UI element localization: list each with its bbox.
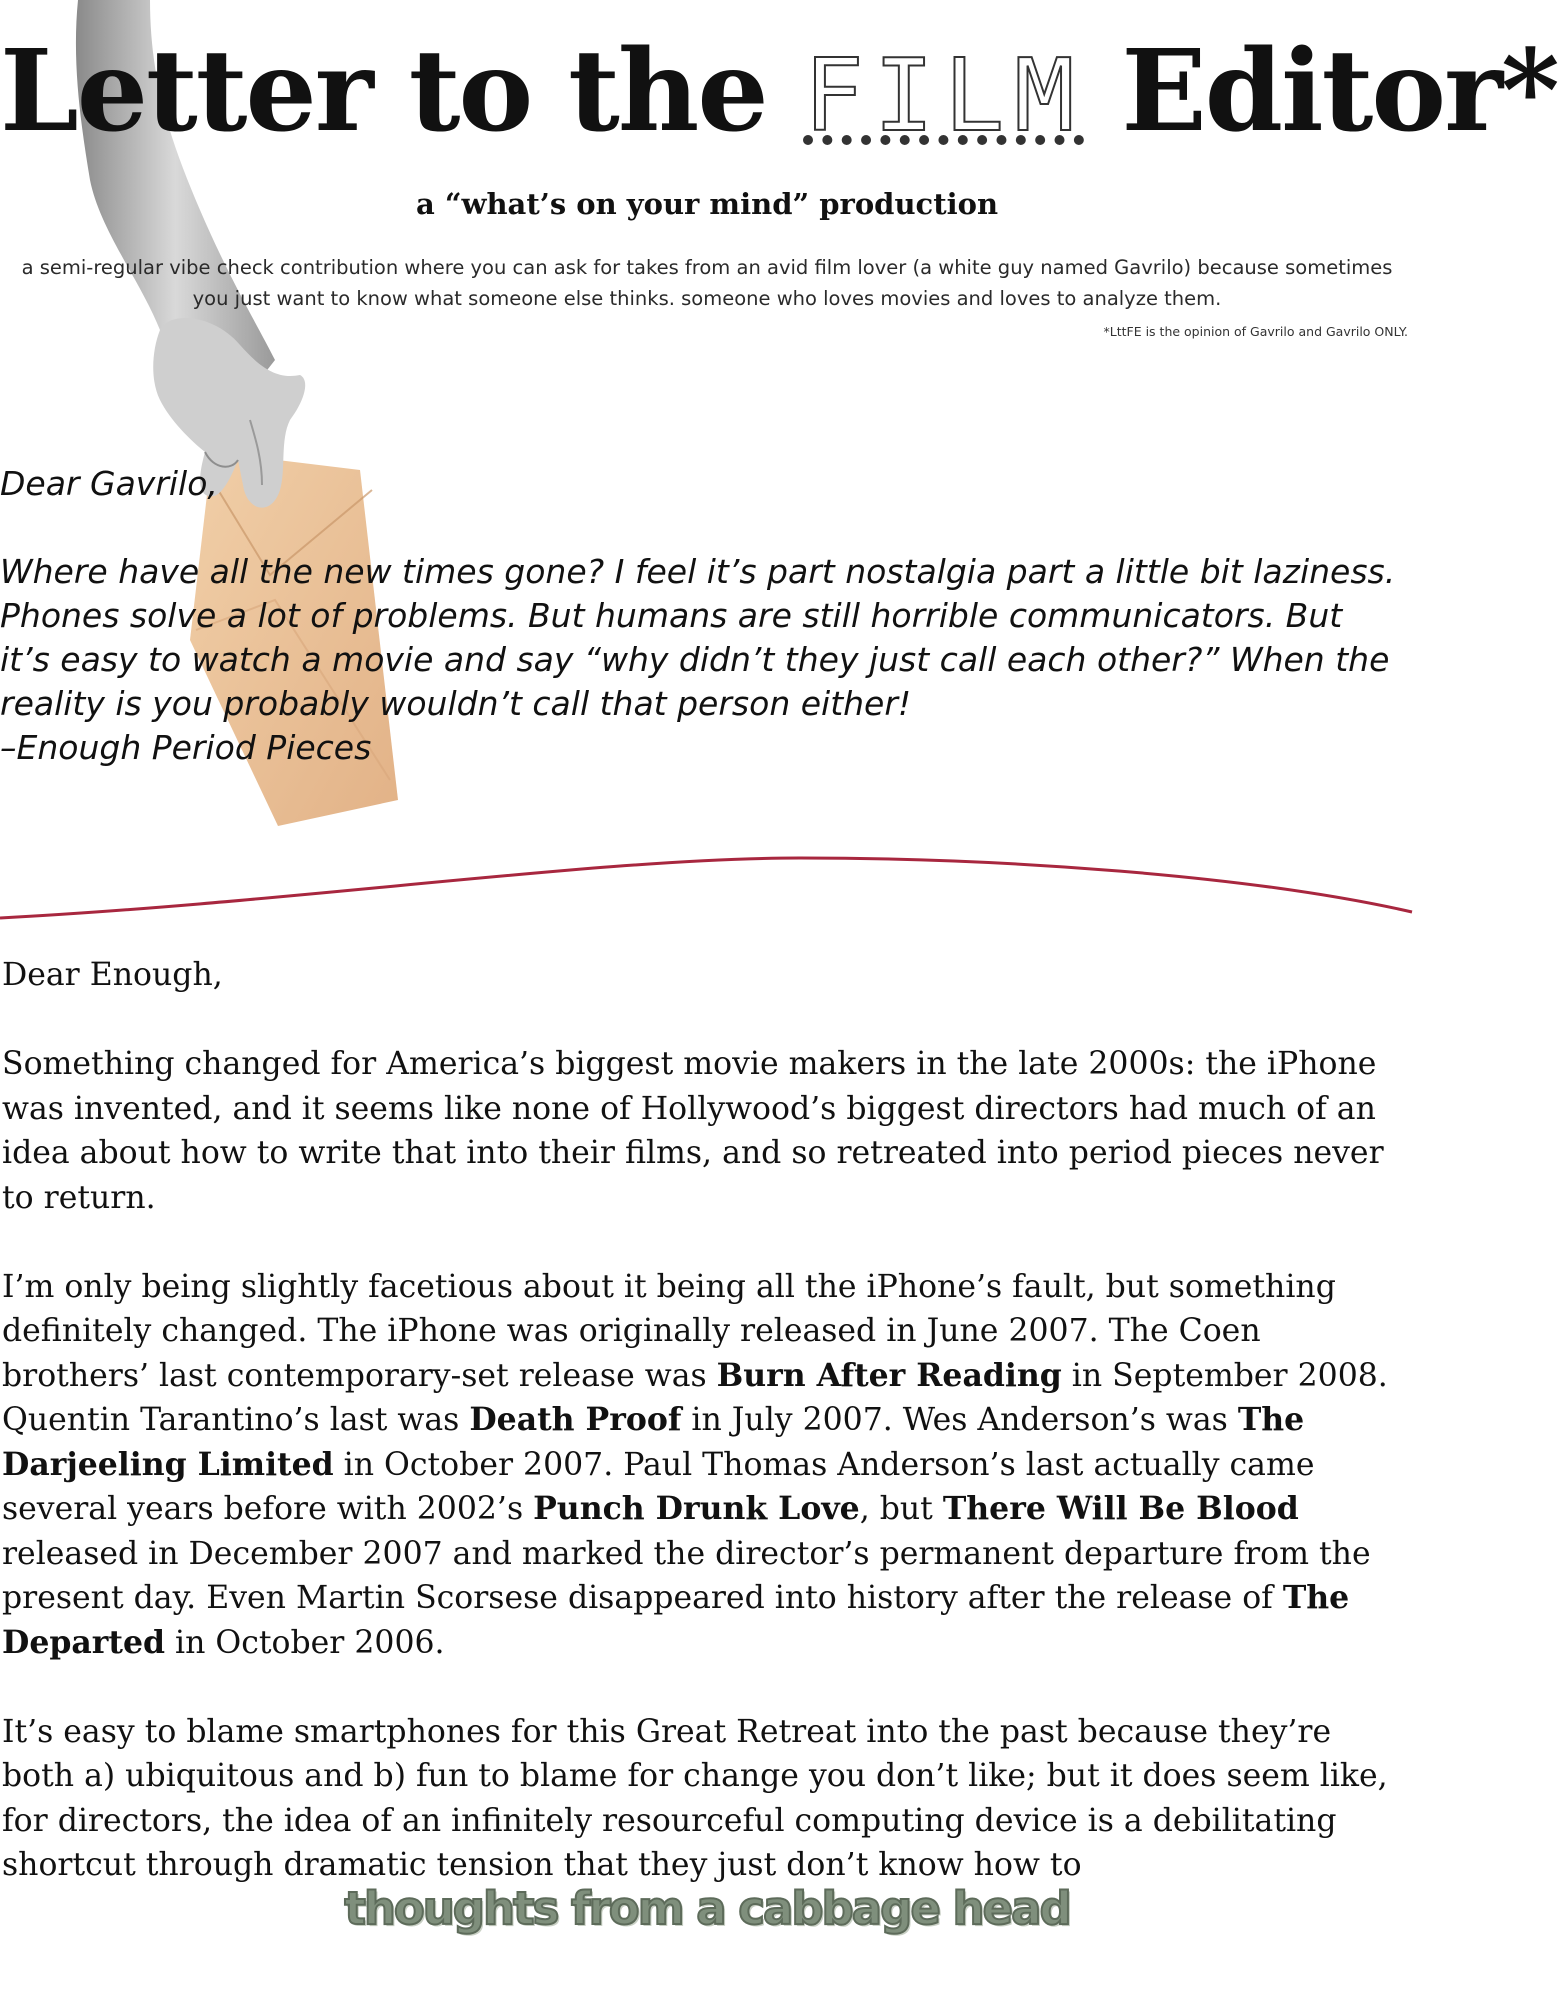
reply-paragraph-1: Something changed for America’s biggest movie makers in the late 2000s: the iPhone was invented, and it seems like none of Hollywood’s biggest directors had much of an idea about how to write that into their films, and so retreated into period pieces never to return. bbox=[2, 1046, 1384, 1216]
title-suffix: Editor* bbox=[1084, 26, 1558, 157]
reply-text: I’m only being slightly facetious about it being all the iPhone’s fault, but something definitely changed. The iPhone was originally released in June 2007. The Coen brothers’ last contemporary-set release was bbox=[2, 1268, 1336, 1394]
title-prefix: Letter to the bbox=[0, 26, 804, 157]
reply-paragraph-3: It’s easy to blame smartphones for this Great Retreat into the past because they’re both a) ubiquitous and b) fun to blame for change you don’t like; but it does seem like, for directors, the idea of an infinitely resourceful computing device is a debilitating shortcut through dramatic tension that they just don’t know how to bbox=[2, 1713, 1388, 1883]
section-divider bbox=[0, 840, 1414, 930]
film-title: Burn After Reading bbox=[716, 1356, 1062, 1394]
reply-text: in July 2007. Wes Anderson’s was bbox=[681, 1402, 1238, 1438]
brand-footer: thoughts from a cabbage head bbox=[344, 1882, 1070, 1935]
film-title: Death Proof bbox=[469, 1401, 682, 1438]
disclaimer: *LttFE is the opinion of Gavrilo and Gavrilo ONLY. bbox=[1103, 324, 1408, 339]
reply-text: in September 2008. Quentin Tarantino’s last was bbox=[2, 1357, 1388, 1438]
reader-greeting: Dear Gavrilo, bbox=[0, 464, 218, 503]
page-title bbox=[0, 22, 1558, 166]
editor-reply bbox=[2, 953, 1410, 1932]
reply-text: in October 2007. Paul Thomas Anderson’s last actually came several years before with 2002’s bbox=[2, 1446, 1315, 1527]
reply-greeting: Dear Enough, bbox=[2, 957, 223, 993]
reply-text: , but bbox=[859, 1491, 943, 1527]
reader-signature: –Enough Period Pieces bbox=[0, 728, 372, 767]
reply-text: in October 2006. bbox=[165, 1624, 445, 1661]
film-title: The Darjeeling Limited bbox=[2, 1401, 1305, 1483]
reader-question-body: Where have all the new times gone? I feel it’s part nostalgia part a little bit laziness. Phones solve a lot of problems. But humans are still horrible communicators. But it’s easy to watch a movie and say “why didn’t they just call each other?” When the reality is you probably wouldn’t call that person either! bbox=[0, 552, 1396, 723]
reply-text: released in December 2007 and marked the director’s permanent departure from the present day. Even Martin Scorsese disappeared into history after the release of bbox=[2, 1535, 1371, 1616]
film-title: There Will Be Blood bbox=[942, 1490, 1299, 1527]
column-description: a semi-regular vibe check contribution where you can ask for takes from an avid film lover (a white guy named Gavrilo) because sometimes you just want to know what someone else thinks. someone who loves movies and loves to analyze them. bbox=[21, 256, 1393, 310]
subtitle: a “what’s on your mind” production bbox=[415, 187, 999, 221]
film-title: Punch Drunk Love bbox=[533, 1490, 860, 1527]
film-title: The Departed bbox=[2, 1579, 1350, 1661]
title-film-word: FILM bbox=[803, 37, 1085, 154]
reply-paragraph-2 bbox=[2, 1265, 1410, 1666]
reader-letter bbox=[0, 462, 1400, 770]
